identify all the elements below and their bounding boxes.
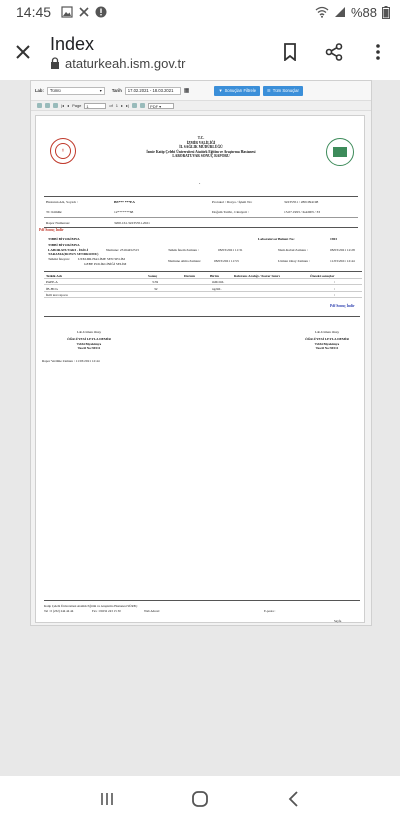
next-page-icon[interactable]: ▸ [120,103,123,108]
home-button[interactable] [180,779,220,819]
close-button[interactable] [0,24,46,80]
filter-results-button[interactable]: ▼ Sonuçları Filtrele [214,86,260,96]
lab-label: Lab: [35,88,44,93]
all-results-button[interactable]: ☰ Tüm Sonuçlar [263,86,303,96]
table-row: PAPP-A 3.59 mIU/mL / [44,279,362,286]
signature-right: Lab.Uzman Onay ÖĞR.ÜYESİ LEYLA DEMİR Tıbbi Biyokimya Tescil No:94511 [305,330,349,350]
filter-icon: ▼ [218,88,223,93]
share-icon [325,43,343,61]
report-header: T.C. İZMİR VALİLİĞİ İL SAĞLIK MÜDÜRLÜĞÜ İzmir Katip Çelebi Üniversitesi Atatürk Eğitim ve Araştırma Hastanesi LABORATUVAR SONUÇ RAPORU [146,136,256,158]
lab-select[interactable]: Tümü ▾ [47,87,105,95]
patient-info: Hastanın Adı, Soyadı : BE*** ***EA Protokol / Dosya / İşlem No: 32235351 / 2801094198 TC Kimlik: 12*******68 Doğum Tarihi , Cinsiyeti : 15.07.1993 / KADIN / 33 Rapor Numarası: 3200.161.32235351.2021 [44,196,358,228]
status-bar [0,0,400,24]
page-title: Index [50,33,95,54]
report-time: Rapor Verilme Zamanı : 11/03/2021 12:44 [42,359,100,363]
report-viewer [30,80,372,626]
battery-percent: %88 [350,4,377,20]
signature-left: Lab.Uzman Onay ÖĞR.ÜYESİ LEYLA DEMİR Tıbbi Biyokimya Tescil No:94511 [67,330,111,350]
lock-icon [50,57,60,69]
pdf-download-link-2[interactable]: Pdf Sonuç İndir [330,304,355,308]
recents-icon [99,791,115,807]
back-button[interactable] [273,779,313,819]
filter-bar [31,81,371,101]
home-icon [191,790,209,808]
ministry-logo-icon: ⚕ [50,138,76,164]
status-time: 14:45 [16,4,52,20]
table-row: fB-HCG 32 ng/mL / [44,285,362,292]
more-vert-icon [375,43,381,61]
system-nav-bar [0,776,400,822]
report-toolbar: |◂ ◂ Page 1 of 1 ▸ ▸| PDF ▾ [31,101,371,111]
alert-icon [95,6,107,18]
prev-page-icon[interactable]: ◂ [67,103,70,108]
list-icon: ☰ [267,88,271,93]
web-content [0,80,400,776]
date-label: Tarih [111,88,122,93]
back-icon [286,790,300,808]
recents-button[interactable] [87,779,127,819]
bookmark-button[interactable] [268,24,312,80]
bookmark-icon [283,43,297,61]
table-row: İkili test raporu / [44,292,362,299]
close-icon [15,44,31,60]
calendar-icon[interactable]: ▦ [183,88,190,94]
export-format-select[interactable]: PDF ▾ [148,103,174,109]
print-icon[interactable] [45,103,50,108]
more-options-button[interactable] [356,24,400,80]
date-range-input[interactable]: 17.02.2021 - 18.03.2021 [125,87,181,95]
browser-toolbar [0,24,400,80]
save-icon[interactable] [132,103,137,108]
wifi-icon [315,6,329,18]
first-page-icon[interactable]: |◂ [61,103,65,108]
results-table [44,271,362,298]
table-header: Tetkik Adı Sonuç Durum Birim Referans Aralığı / Karar Sınırı Önceki sonuçlar [44,272,362,279]
pdf-download-link[interactable]: Pdf Sonuç İndir [39,228,64,232]
zoom-icon[interactable] [140,103,145,108]
missed-call-icon [78,6,90,18]
page-number-input[interactable]: 1 [84,103,106,109]
share-button[interactable] [312,24,356,80]
last-page-icon[interactable]: ▸| [126,103,130,108]
chevron-down-icon: ▾ [99,88,102,93]
lab-report-page: ⚕ T.C. İZMİR VALİLİĞİ İL SAĞLIK MÜDÜRLÜĞÜ İzmir Katip Çelebi Üniversitesi Atatürk Eğitim ve Araştırma Hastanesi LABORATUVAR SONUÇ RAPORU . Hastanın Adı, Soyadı : BE*** ***EA Protokol / Dosya / İşlem No: 32235351 / 2801094198 TC Kimlik: 12*******68 Doğum Tarihi , Cinsiyeti : 15.07.1993 / KADIN / 33 Rapor Numarası: 3200.161.32235351.2021 Pdf Sonuç İndir TIBBİ BİYOKİMYA Laboratuvar Bulunt No: 1903 TIBBİ BİYOKİMYA LABORATUVARI - İKİLİ TARAMA(DOWN SENDROMU) Numune: 23164452515 Tetkik İstem Zamanı : 08/03/2021 11:31 Num.Kabul Zamanı : 08/03/2021 12:28 Tetkiki İsteyen: UZM.DR.HALİME SEN SELİM GEBE POLİKLİNİĞİ SELİM Numune Alma Zamanı: 08/03/2021 11:53 Uzman Onay Zamanı : 11/03/2021 12:44 Tetkik Adı Sonuç Durum Birim Referans Aralığı / Karar Sınırı Önceki sonuçlar PAPP-A 3.59 mIU/mL / fB-HCG 32 ng/mL / İkili test raporu / Pdf Sonuç İndir Lab.Uzman Onay ÖĞR.ÜYESİ LEYLA DEMİR Tıbbi Biyokimya Tescil No:94511 Lab.Uzman Onay ÖĞR.ÜYESİ LEYLA DEMİR Tıbbi Biyokimya Tescil No:94511 Rapor Verilme Zamanı : 11/03/2021 12:44 Katip Çelebi Üniversitesi Atatürk Eğitim ve Araştırma Hastanesi SÜREÇ Tel : 0 (232) 244 44 44 Fax : 00232 243 15 30 Web Adresi: E-posta : Sayfa [35,115,365,623]
export-icon[interactable] [53,103,58,108]
refresh-icon[interactable] [37,103,42,108]
image-icon [61,6,73,18]
battery-icon [382,6,390,19]
signal-icon [334,6,346,18]
page-title-area[interactable] [46,34,268,71]
page-url: ataturkeah.ism.gov.tr [65,55,186,71]
